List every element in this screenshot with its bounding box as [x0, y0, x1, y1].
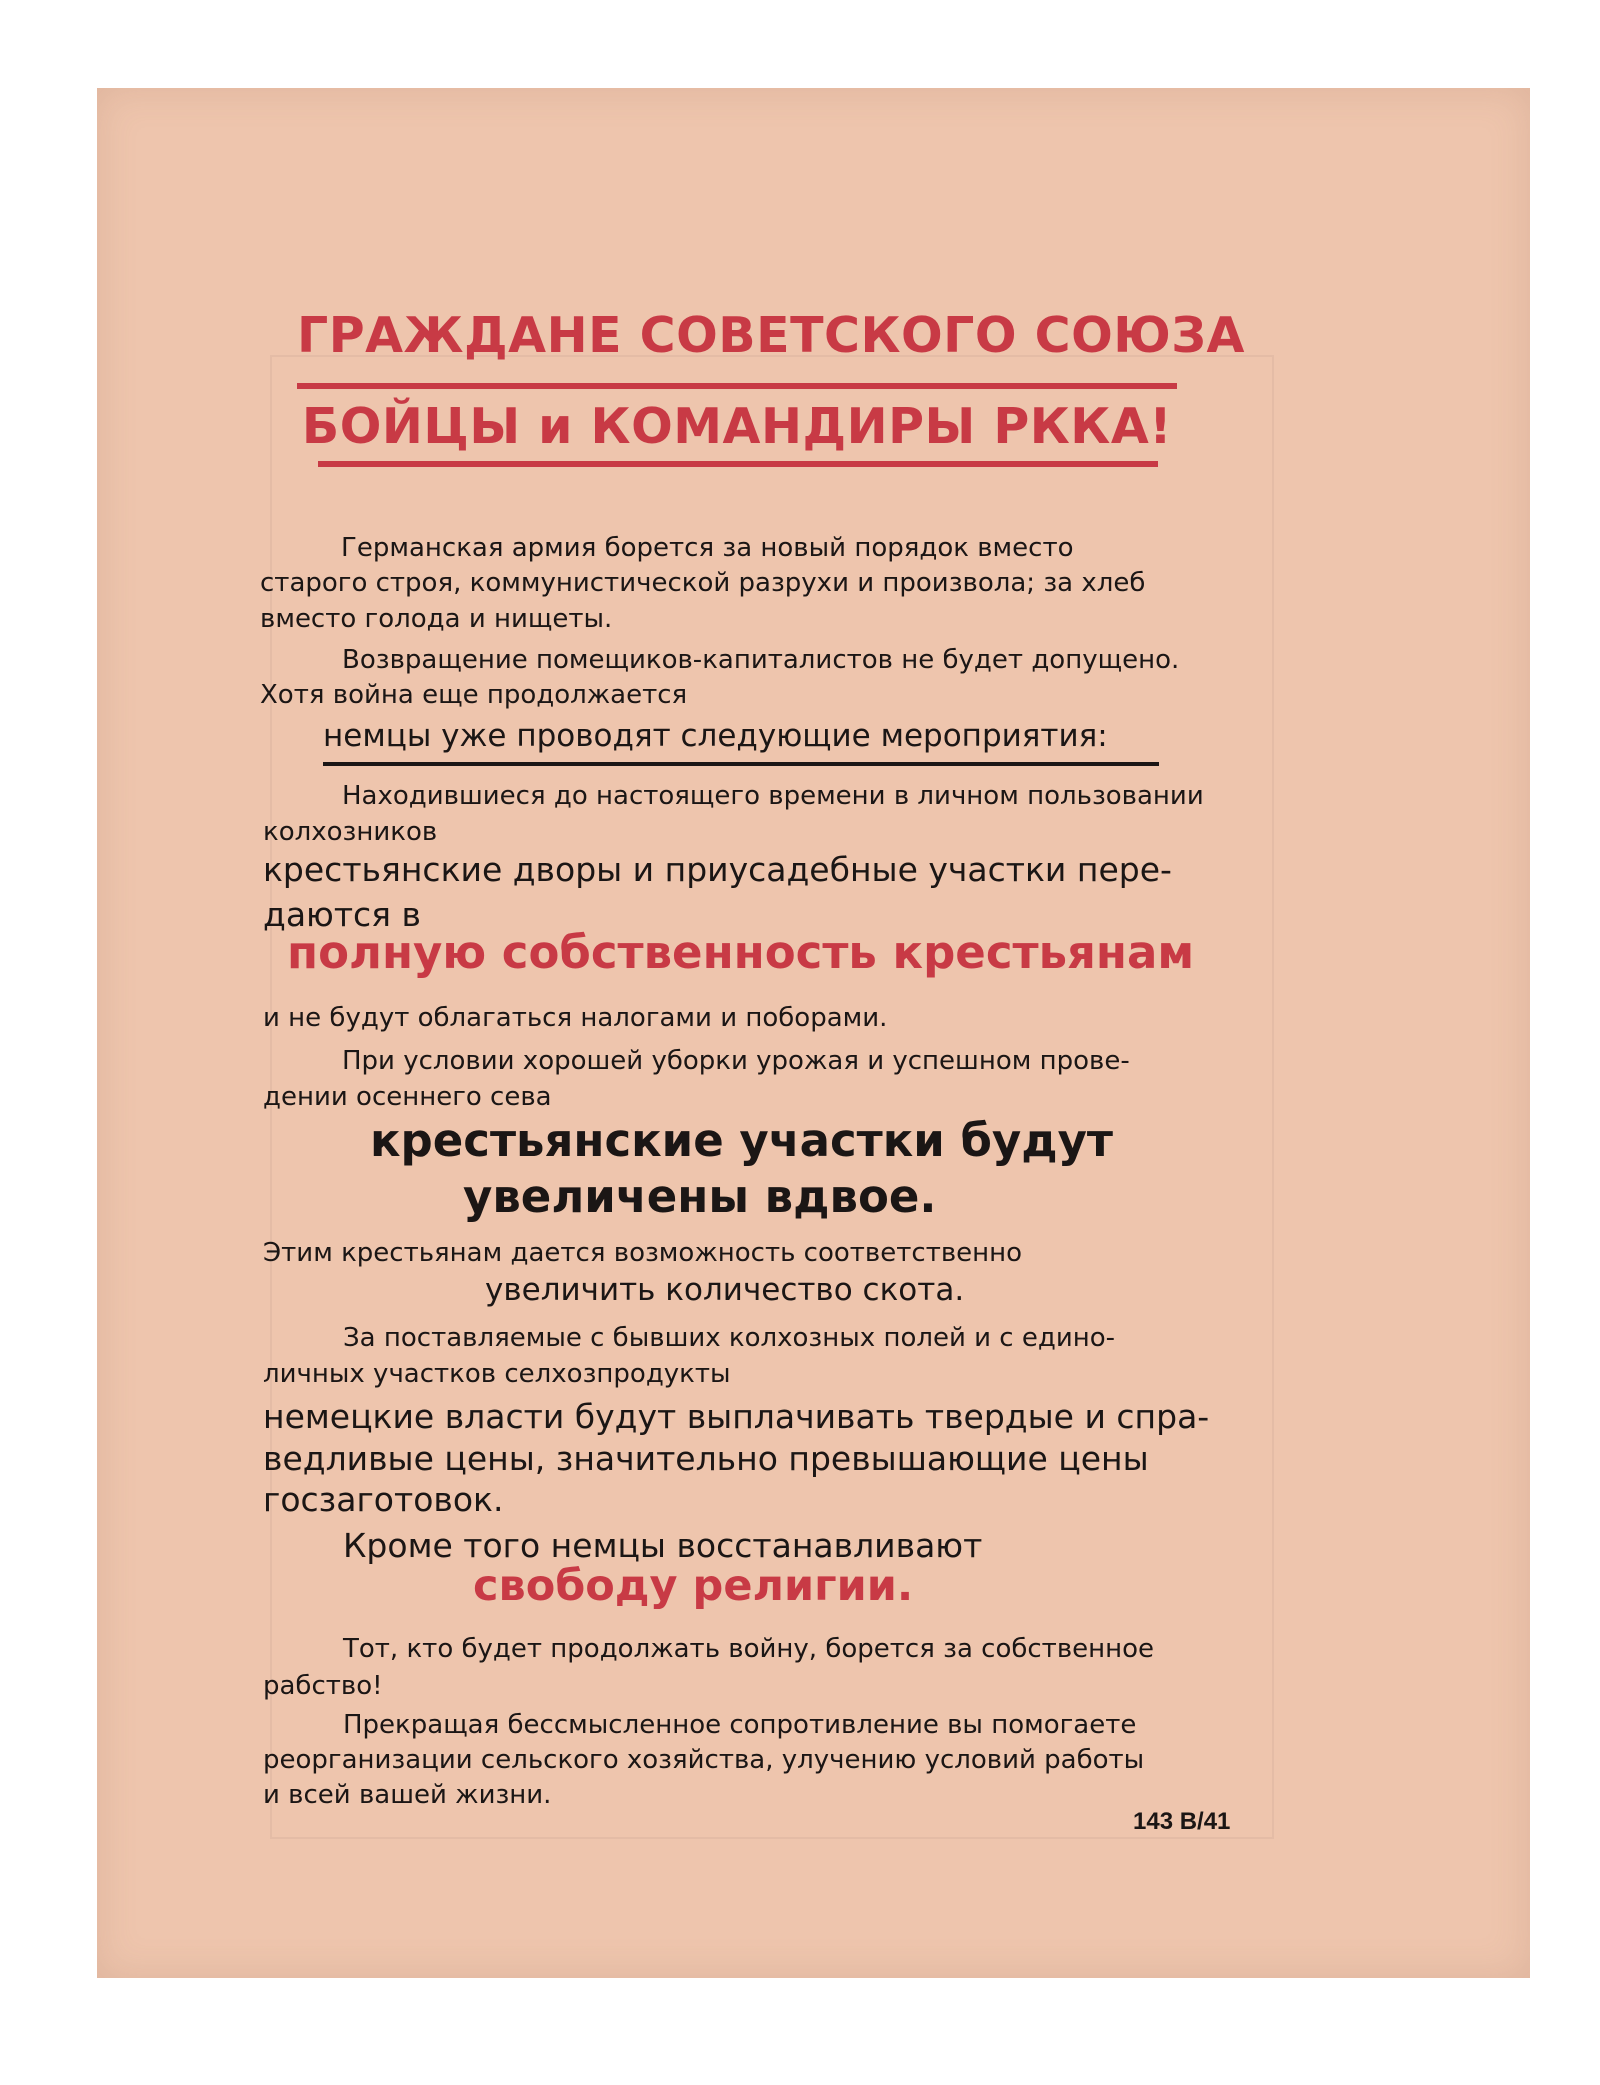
measures-underline — [323, 762, 1159, 766]
p11-line-1: Тот, кто будет продолжать войну, борется за собственное — [343, 1634, 1155, 1664]
p3-line-2: колхозников — [263, 817, 438, 847]
p4-line-2: даются в — [263, 895, 421, 934]
header-line-1: ГРАЖДАНЕ СОВЕТСКОГО СОЮЗА — [297, 307, 1245, 364]
p1-line-1: Германская армия борется за новый порядок вместо — [341, 533, 1074, 563]
p5-line: и не будут облагаться налогами и поборами. — [263, 1003, 888, 1033]
p9-line-3: госзаготовок. — [263, 1480, 504, 1519]
p12-line-3: и всей вашей жизни. — [263, 1780, 552, 1810]
full-property-highlight: полную собственность крестьянам — [287, 926, 1195, 979]
p12-line-1: Прекращая бессмысленное сопротивление вы помогаете — [343, 1710, 1137, 1740]
leaflet-code: 143 В/41 — [1133, 1808, 1231, 1835]
p9-line-2: ведливые цены, значительно превышающие цены — [263, 1439, 1149, 1478]
doubled-line-2: увеличены вдвое. — [463, 1170, 937, 1223]
p3-line-1: Находившиеся до настоящего времени в личном пользовании — [342, 781, 1204, 811]
header-underline-1 — [297, 383, 1177, 389]
p6-line-1: При условии хорошей уборки урожая и успешном прове- — [342, 1046, 1130, 1076]
header-line-2: БОЙЦЫ и КОМАНДИРЫ РККА! — [301, 398, 1173, 455]
p6-line-2: дении осеннего сева — [263, 1082, 552, 1112]
measures-heading: немцы уже проводят следующие мероприятия: — [323, 718, 1108, 754]
doubled-line-1: крестьянские участки будут — [370, 1114, 1114, 1167]
p2-line-2: Хотя война еще продолжается — [260, 680, 688, 710]
p9-line-1: немецкие власти будут выплачивать твердые и спра- — [263, 1397, 1210, 1436]
p4-line-1: крестьянские дворы и приусадебные участки пере- — [263, 850, 1172, 889]
p11-line-2: рабство! — [263, 1671, 383, 1701]
p12-line-2: реорганизации сельского хозяйства, улучению условий работы — [263, 1745, 1145, 1775]
p7-line-2: увеличить количество скота. — [485, 1272, 965, 1308]
p1-line-2: старого строя, коммунистической разрухи и произвола; за хлеб — [260, 568, 1146, 598]
p8-line-2: личных участков селхозпродукты — [263, 1359, 731, 1389]
p1-line-3: вместо голода и нищеты. — [260, 604, 613, 634]
religion-highlight: свободу религии. — [473, 1561, 914, 1611]
p10-line: Кроме того немцы восстанавливают — [343, 1526, 983, 1565]
p2-line-1: Возвращение помещиков-капиталистов не будет допущено. — [342, 645, 1180, 675]
header-underline-2 — [318, 461, 1158, 467]
p8-line-1: За поставляемые с бывших колхозных полей и с едино- — [343, 1323, 1116, 1353]
p7-line-1: Этим крестьянам дается возможность соответственно — [263, 1238, 1023, 1268]
